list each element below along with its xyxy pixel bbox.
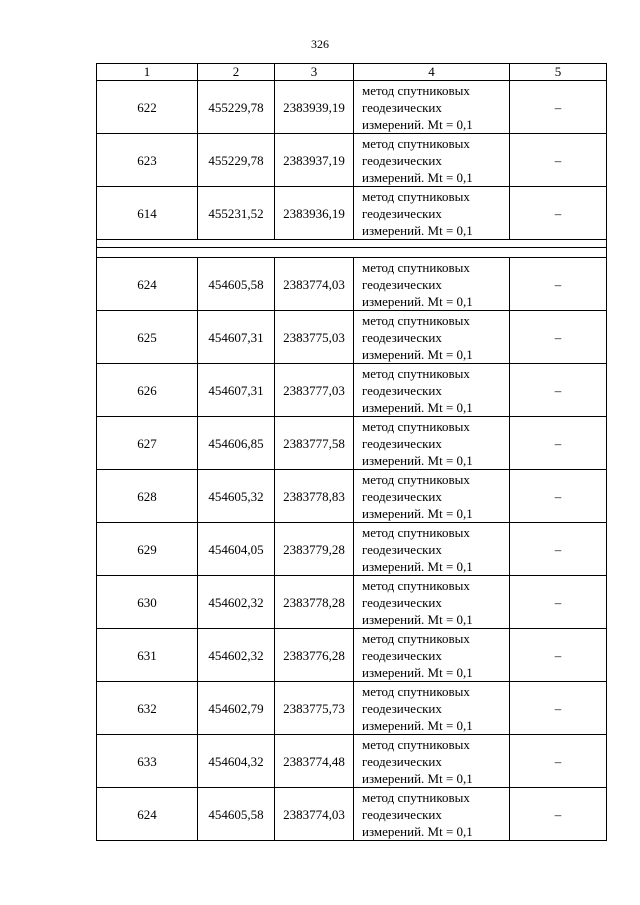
table-row (97, 81, 607, 134)
table-row (97, 364, 607, 417)
point-number-cell: 624 (97, 788, 198, 841)
method-cell (354, 258, 510, 311)
x-coordinate-cell: 454606,85 (198, 417, 275, 470)
method-text-line: геодезических (362, 700, 442, 716)
table-row (97, 187, 607, 240)
method-text-line: геодезических (362, 329, 442, 345)
note-cell: – (510, 629, 607, 682)
y-coordinate-cell: 2383775,73 (275, 682, 354, 735)
separator-cell (97, 240, 607, 248)
y-coordinate-cell: 2383774,03 (275, 258, 354, 311)
method-text-line: метод спутниковых (362, 524, 470, 540)
method-text-line: измерений. Mt = 0,1 (362, 169, 473, 185)
x-coordinate-cell: 454605,32 (198, 470, 275, 523)
coordinates-table (96, 63, 607, 841)
method-text-line: метод спутниковых (362, 259, 470, 275)
note-cell: – (510, 417, 607, 470)
method-text-line: измерений. Mt = 0,1 (362, 505, 473, 521)
method-text-line: измерений. Mt = 0,1 (362, 222, 473, 238)
method-text-line: измерений. Mt = 0,1 (362, 116, 473, 132)
point-number-cell: 632 (97, 682, 198, 735)
point-number-cell: 629 (97, 523, 198, 576)
table-row (97, 258, 607, 311)
x-coordinate-cell: 454604,32 (198, 735, 275, 788)
x-coordinate-cell: 454605,58 (198, 258, 275, 311)
column-header-4: 4 (354, 64, 510, 81)
separator-row (97, 240, 607, 248)
x-coordinate-cell: 454604,05 (198, 523, 275, 576)
method-text-line: метод спутниковых (362, 789, 470, 805)
method-text-line: геодезических (362, 806, 442, 822)
method-cell (354, 364, 510, 417)
note-cell: – (510, 364, 607, 417)
method-cell (354, 523, 510, 576)
x-coordinate-cell: 455231,52 (198, 187, 275, 240)
method-cell (354, 417, 510, 470)
note-cell: – (510, 187, 607, 240)
point-number-cell: 631 (97, 629, 198, 682)
y-coordinate-cell: 2383778,83 (275, 470, 354, 523)
point-number-cell: 633 (97, 735, 198, 788)
column-header-1: 1 (97, 64, 198, 81)
point-number-cell: 627 (97, 417, 198, 470)
method-text-line: метод спутниковых (362, 312, 470, 328)
method-text-line: метод спутниковых (362, 630, 470, 646)
table-row (97, 470, 607, 523)
method-text-line: измерений. Mt = 0,1 (362, 664, 473, 680)
table-row (97, 417, 607, 470)
point-number-cell: 626 (97, 364, 198, 417)
note-cell: – (510, 470, 607, 523)
method-text-line: геодезических (362, 541, 442, 557)
x-coordinate-cell: 454607,31 (198, 311, 275, 364)
method-cell (354, 134, 510, 187)
table-row (97, 788, 607, 841)
method-text-line: измерений. Mt = 0,1 (362, 558, 473, 574)
y-coordinate-cell: 2383776,28 (275, 629, 354, 682)
point-number-cell: 623 (97, 134, 198, 187)
table-row (97, 134, 607, 187)
note-cell: – (510, 311, 607, 364)
method-text-line: геодезических (362, 753, 442, 769)
method-text-line: измерений. Mt = 0,1 (362, 452, 473, 468)
note-cell: – (510, 682, 607, 735)
method-text-line: измерений. Mt = 0,1 (362, 293, 473, 309)
x-coordinate-cell: 455229,78 (198, 134, 275, 187)
method-text-line: измерений. Mt = 0,1 (362, 611, 473, 627)
note-cell: – (510, 788, 607, 841)
column-header-3: 3 (275, 64, 354, 81)
method-text-line: геодезических (362, 152, 442, 168)
x-coordinate-cell: 455229,78 (198, 81, 275, 134)
x-coordinate-cell: 454607,31 (198, 364, 275, 417)
method-text-line: метод спутниковых (362, 683, 470, 699)
coordinates-table-body (97, 64, 607, 841)
method-text-line: метод спутниковых (362, 577, 470, 593)
method-cell (354, 576, 510, 629)
method-cell (354, 629, 510, 682)
header-row (97, 64, 607, 81)
note-cell: – (510, 258, 607, 311)
method-cell (354, 81, 510, 134)
point-number-cell: 625 (97, 311, 198, 364)
method-text-line: измерений. Mt = 0,1 (362, 399, 473, 415)
y-coordinate-cell: 2383775,03 (275, 311, 354, 364)
table-row (97, 682, 607, 735)
x-coordinate-cell: 454602,32 (198, 576, 275, 629)
method-text-line: метод спутниковых (362, 418, 470, 434)
y-coordinate-cell: 2383777,03 (275, 364, 354, 417)
table-row (97, 311, 607, 364)
y-coordinate-cell: 2383774,48 (275, 735, 354, 788)
method-text-line: измерений. Mt = 0,1 (362, 717, 473, 733)
note-cell: – (510, 134, 607, 187)
separator-cell (97, 248, 607, 258)
y-coordinate-cell: 2383777,58 (275, 417, 354, 470)
method-text-line: метод спутниковых (362, 188, 470, 204)
column-header-5: 5 (510, 64, 607, 81)
method-text-line: метод спутниковых (362, 135, 470, 151)
method-text-line: геодезических (362, 276, 442, 292)
method-text-line: измерений. Mt = 0,1 (362, 823, 473, 839)
y-coordinate-cell: 2383774,03 (275, 788, 354, 841)
table-row (97, 735, 607, 788)
point-number-cell: 614 (97, 187, 198, 240)
y-coordinate-cell: 2383939,19 (275, 81, 354, 134)
column-header-2: 2 (198, 64, 275, 81)
point-number-cell: 630 (97, 576, 198, 629)
method-cell (354, 682, 510, 735)
x-coordinate-cell: 454602,79 (198, 682, 275, 735)
method-text-line: геодезических (362, 647, 442, 663)
point-number-cell: 624 (97, 258, 198, 311)
table-row (97, 629, 607, 682)
method-text-line: метод спутниковых (362, 82, 470, 98)
method-cell (354, 735, 510, 788)
y-coordinate-cell: 2383937,19 (275, 134, 354, 187)
method-text-line: измерений. Mt = 0,1 (362, 770, 473, 786)
page-number: 326 (311, 37, 329, 51)
point-number-cell: 628 (97, 470, 198, 523)
method-text-line: геодезических (362, 99, 442, 115)
method-text-line: геодезических (362, 435, 442, 451)
y-coordinate-cell: 2383779,28 (275, 523, 354, 576)
method-text-line: метод спутниковых (362, 736, 470, 752)
table-row (97, 576, 607, 629)
method-cell (354, 788, 510, 841)
y-coordinate-cell: 2383778,28 (275, 576, 354, 629)
method-text-line: геодезических (362, 594, 442, 610)
method-text-line: метод спутниковых (362, 365, 470, 381)
point-number-cell: 622 (97, 81, 198, 134)
x-coordinate-cell: 454605,58 (198, 788, 275, 841)
method-cell (354, 311, 510, 364)
method-text-line: геодезических (362, 205, 442, 221)
note-cell: – (510, 735, 607, 788)
method-text-line: геодезических (362, 382, 442, 398)
table-row (97, 523, 607, 576)
method-cell (354, 187, 510, 240)
separator-row (97, 248, 607, 258)
x-coordinate-cell: 454602,32 (198, 629, 275, 682)
method-text-line: измерений. Mt = 0,1 (362, 346, 473, 362)
method-text-line: метод спутниковых (362, 471, 470, 487)
note-cell: – (510, 523, 607, 576)
note-cell: – (510, 576, 607, 629)
y-coordinate-cell: 2383936,19 (275, 187, 354, 240)
note-cell: – (510, 81, 607, 134)
method-text-line: геодезических (362, 488, 442, 504)
method-cell (354, 470, 510, 523)
